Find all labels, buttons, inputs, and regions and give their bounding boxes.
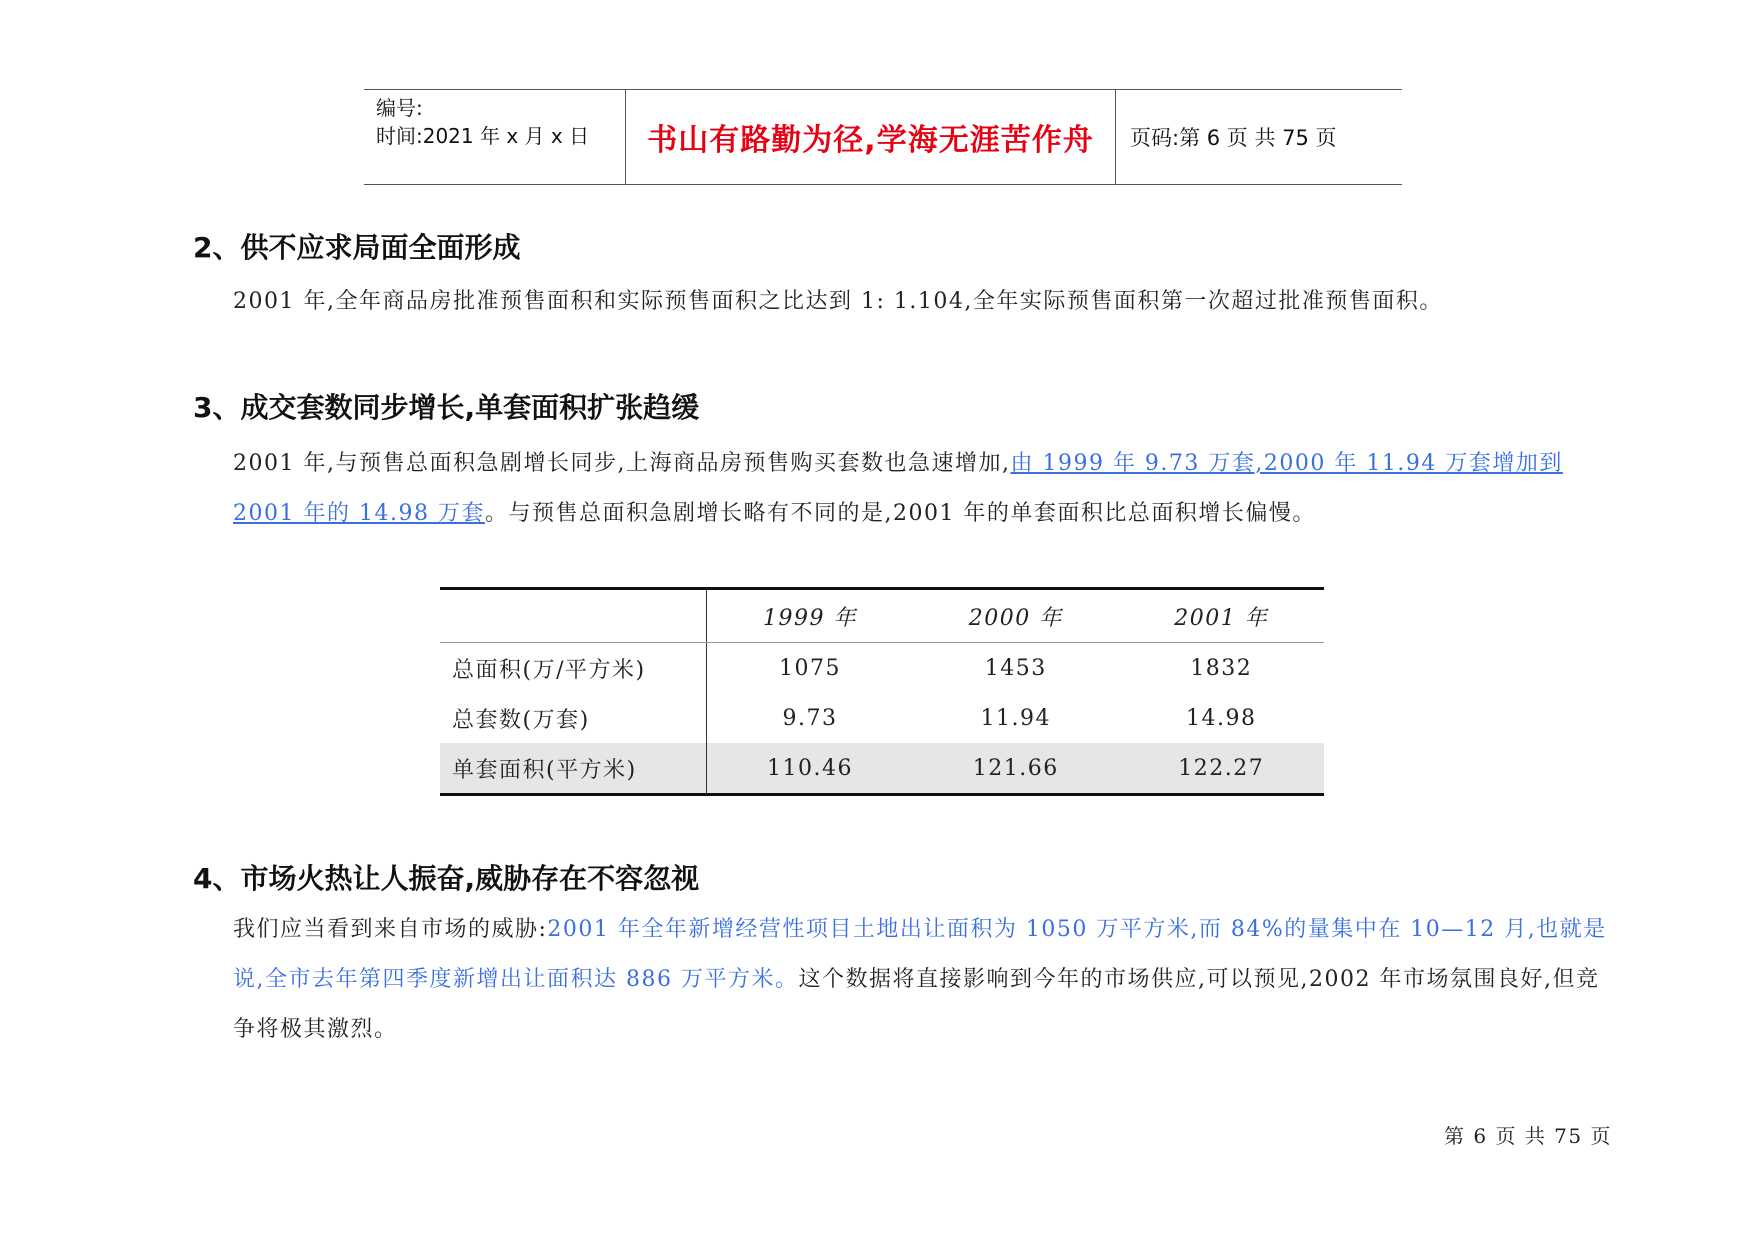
header-motto: 书山有路勤为径,学海无涯苦作舟 [626,90,1116,184]
data-table [440,587,1324,796]
section-text-2: 2001 年,全年商品房批准预售面积和实际预售面积之比达到 1: 1.104,全年实际预售面积第一次超过批准预售面积。 [233,289,1443,314]
section-title-2: 2、供不应求局面全面形成 [193,231,521,264]
table-cell: 14.98 [1186,705,1257,731]
section-title-4: 4、市场火热让人振奋,威胁存在不容忽视 [193,862,700,895]
column-header: 2001 年 [1119,589,1324,643]
table-row [440,643,1324,694]
section-3-link[interactable]: 由 1999 年 9.73 万套,2000 年 11.94 万套增加到 2001 年的 14.98 万套 [233,451,1563,526]
page-footer: 第 6 页 共 75 页 [1444,1124,1612,1148]
column-header: 2000 年 [913,589,1118,643]
page-header [364,89,1402,185]
header-meta [364,90,626,184]
table-cell: 122.27 [1178,755,1265,781]
table-cell: 9.73 [782,705,838,731]
table-cell: 1075 [779,655,842,681]
number-label: 编号: [376,96,423,120]
section-text-4 [233,905,1611,1055]
table-row [440,743,1324,795]
row-label: 总套数(万套) [440,693,707,743]
table-cell: 11.94 [980,705,1052,731]
section-3-text-pre: 2001 年,与预售总面积急剧增长同步,上海商品房预售购买套数也急速增加, [233,451,1011,476]
table-row [440,693,1324,743]
section-text-3 [233,439,1611,539]
section-4-text-pre: 我们应当看到来自市场的威胁: [233,917,548,942]
section-3-text-post: 。与预售总面积急剧增长略有不同的是,2001 年的单套面积比总面积增长偏慢。 [484,501,1316,526]
table-cell: 1453 [984,655,1047,681]
table-cell: 110.46 [767,755,854,781]
section-4-highlight: 2001 年全年新增经营性项目土地出让面积为 1050 万平方米,而 84%的量集中在 10—12 月,也就是说,全市去年第四季度新增出让面积达 886 万平方米。 [233,917,1607,992]
time-label: 时间:2021 年 x 月 x 日 [376,124,590,148]
row-label: 单套面积(平方米) [440,743,707,795]
column-header: 1999 年 [707,589,914,643]
row-label: 总面积(万/平方米) [440,643,707,694]
header-page-code: 页码:第 6 页 共 75 页 [1130,126,1337,150]
section-title-3: 3、成交套数同步增长,单套面积扩张趋缓 [193,391,700,424]
section-4-text-post: 这个数据将直接影响到今年的市场供应,可以预见,2002 年市场氛围良好,但竞争将极其激烈。 [233,967,1600,1042]
table-cell: 121.66 [972,755,1059,781]
table-corner [440,589,707,643]
table-cell: 1832 [1190,655,1253,681]
table-header-row [440,589,1324,643]
